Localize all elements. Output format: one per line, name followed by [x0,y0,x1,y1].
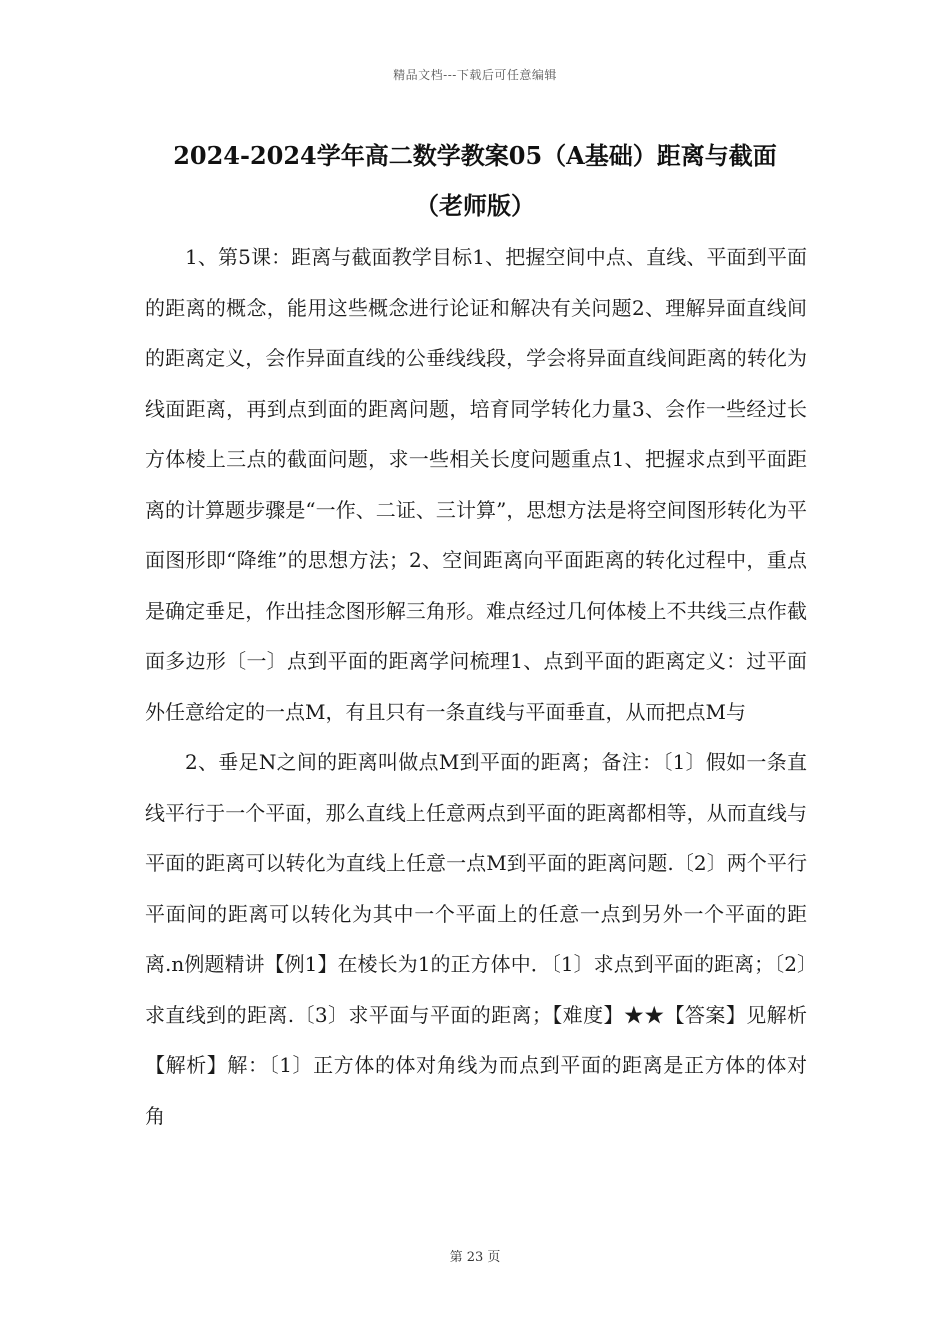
document-title: 2024-2024学年高二数学教案05（A基础）距离与截面 [173,141,777,170]
document-subtitle: （老师版） [415,191,535,220]
header-note: 精品文档---下载后可任意编辑 [393,68,557,82]
paragraph: 1、第5课：距离与截面教学目标1、把握空间中点、直线、平面到平面的距离的概念，能用这些概念进行论证和解决有关问题2、理解异面直线间的距离定义，会作异面直线的公垂线线段，学会将异面直线间距离的转化为线面距离，再到点到面的距离问题，培育同学转化力量3、会作一些经过长方体棱上三点的截面问题，求一些相关长度问题重点1、把握求点到平面距离的计算题步骤是“一作、二证、三计算”，思想方法是将空间图形转化为平面图形即“降维”的思想方法；2、空间距离向平面距离的转化过程中，重点是确定垂足，作出挂念图形解三角形。难点经过几何体棱上不共线三点作截面多边形〔一〕点到平面的距离学问梳理1、点到平面的距离定义：过平面外任意给定的一点M，有且只有一条直线与平面垂直，从而把点M与 [145,245,807,724]
document-body [145,232,807,1141]
paragraph: 2、垂足N之间的距离叫做点M到平面的距离；备注：〔1〕假如一条直线平行于一个平面，那么直线上任意两点到平面的距离都相等，从而直线与平面的距离可以转化为直线上任意一点M到平面的距离问题.〔2〕两个平行平面间的距离可以转化为其中一个平面上的任意一点到另外一个平面的距离.n例题精讲【例1】在棱长为1的正方体中．〔1〕求点到平面的距离；〔2〕求直线到的距离.〔3〕求平面与平面的距离；【难度】★★【答案】见解析【解析】解：〔1〕正方体的体对角线为而点到平面的距离是正方体的体对角 [145,750,807,1128]
page-number: 第 23 页 [449,1250,501,1265]
